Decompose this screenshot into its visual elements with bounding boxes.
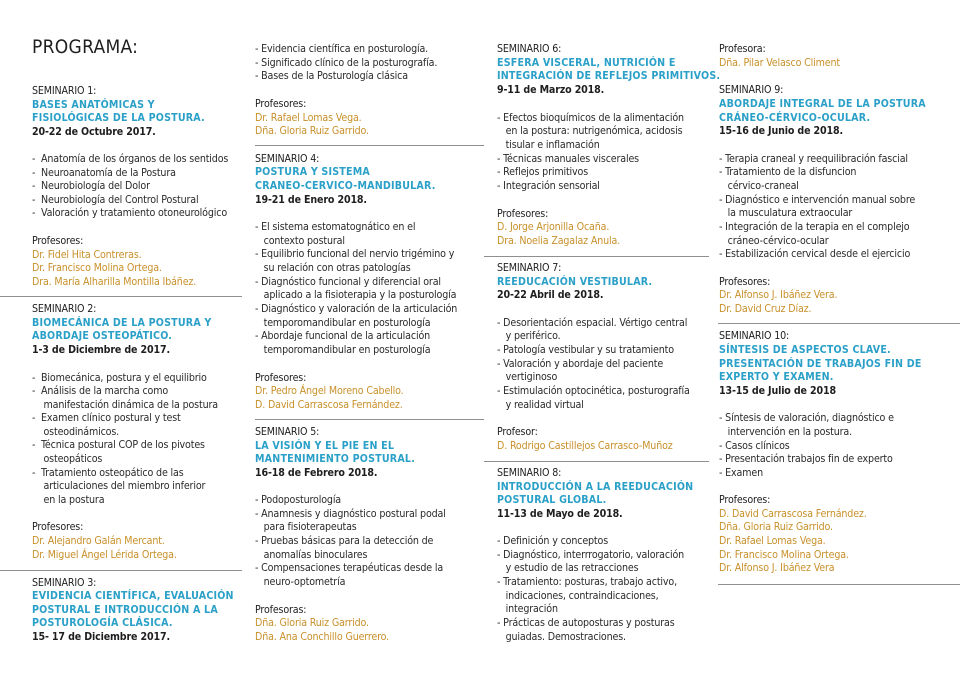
professors-label: Profesores: bbox=[32, 235, 84, 247]
list-item: - Anamnesis y diagnóstico postural podal bbox=[255, 508, 446, 520]
seminar-1-date: 20-22 de Octubre 2017. bbox=[32, 126, 156, 138]
seminar-7-title: REEDUCACIÓN VESTIBULAR. bbox=[497, 276, 653, 288]
list-item: intervención en la postura. bbox=[719, 426, 852, 438]
page-title: PROGRAMA: bbox=[32, 36, 139, 58]
list-item: - Neuroanatomía de la Postura bbox=[32, 167, 176, 179]
list-item: - Patología vestibular y su tratamiento bbox=[497, 344, 674, 356]
seminar-2-heading: SEMINARIO 2: bbox=[32, 303, 97, 315]
seminar-8-date: 11-13 de Mayo de 2018. bbox=[497, 508, 623, 520]
list-item: guiadas. Demostraciones. bbox=[497, 631, 626, 643]
seminar-4-date: 19-21 de Enero 2018. bbox=[255, 194, 367, 206]
seminar-1-title: FISIOLÓGICAS DE LA POSTURA. bbox=[32, 112, 205, 124]
list-item: - El sistema estomatognático en el bbox=[255, 221, 416, 233]
seminar-7-date: 20-22 Abril de 2018. bbox=[497, 289, 604, 301]
seminar-6-date: 9-11 de Marzo 2018. bbox=[497, 84, 605, 96]
list-item: vertiginoso bbox=[497, 371, 558, 383]
separator bbox=[484, 461, 709, 462]
list-item: articulaciones del miembro inferior bbox=[32, 480, 206, 492]
professor-name: Dña. Gloria Ruiz Garrido. bbox=[255, 125, 369, 137]
list-item: indicaciones, contraindicaciones, bbox=[497, 590, 659, 602]
list-item: - Integración sensorial bbox=[497, 180, 600, 192]
professors-label: Profesor: bbox=[497, 426, 538, 438]
list-item: temporomandibular en posturología bbox=[255, 317, 431, 329]
list-item: - Bases de la Posturología clásica bbox=[255, 70, 408, 82]
separator bbox=[255, 145, 484, 146]
seminar-9-title: ABORDAJE INTEGRAL DE LA POSTURA bbox=[719, 98, 926, 110]
list-item: temporomandibular en posturología bbox=[255, 344, 431, 356]
professor-name: Dr. Rafael Lomas Vega. bbox=[255, 112, 362, 124]
list-item: - Examen clínico postural y test bbox=[32, 412, 181, 424]
professor-name: Dr. Fidel Hita Contreras. bbox=[32, 249, 142, 261]
separator bbox=[718, 584, 960, 585]
separator bbox=[0, 570, 242, 571]
list-item: - Casos clínicos bbox=[719, 440, 790, 452]
list-item: osteodinámicos. bbox=[32, 426, 120, 438]
list-item: - Técnica postural COP de los pivotes bbox=[32, 439, 205, 451]
professor-name: Dña. Gloria Ruiz Garrido. bbox=[719, 521, 833, 533]
list-item: - Integración de la terapia en el complejo bbox=[719, 221, 910, 233]
seminar-6-title: INTEGRACIÓN DE REFLEJOS PRIMITIVOS. bbox=[497, 70, 721, 82]
professor-name: Dr. Miguel Ángel Lérida Ortega. bbox=[32, 549, 177, 561]
professor-name: D. David Carrascosa Fernández. bbox=[719, 508, 867, 520]
list-item: - Neurobiología del Control Postural bbox=[32, 194, 199, 206]
list-item: - Valoración y tratamiento otoneurológico bbox=[32, 207, 228, 219]
list-item: - Reflejos primitivos bbox=[497, 166, 589, 178]
seminar-4-title: CRANEO-CERVICO-MANDIBULAR. bbox=[255, 180, 436, 192]
seminar-3-date: 15- 17 de Diciembre 2017. bbox=[32, 631, 170, 643]
seminar-10-title: EXPERTO Y EXAMEN. bbox=[719, 371, 834, 383]
seminar-8-title: POSTURAL GLOBAL. bbox=[497, 494, 607, 506]
list-item: - Estabilización cervical desde el ejercicio bbox=[719, 248, 911, 260]
seminar-9-title: CRÁNEO-CÉRVICO-OCULAR. bbox=[719, 112, 871, 124]
professor-name: Dr. Rafael Lomas Vega. bbox=[719, 535, 826, 547]
professors-label: Profesoras: bbox=[255, 604, 307, 616]
seminar-6-title: ESFERA VISCERAL, NUTRICIÓN E bbox=[497, 57, 676, 69]
list-item: - Abordaje funcional de la articulación bbox=[255, 330, 431, 342]
separator bbox=[255, 419, 484, 420]
professor-name: Dña. Pilar Velasco Climent bbox=[719, 57, 840, 69]
professor-name: Dña. Ana Conchillo Guerrero. bbox=[255, 631, 390, 643]
list-item: - Diagnóstico, interrrogatorio, valoración bbox=[497, 549, 685, 561]
list-item: - Valoración y abordaje del paciente bbox=[497, 358, 664, 370]
list-item: - Examen bbox=[719, 467, 763, 479]
list-item: - Presentación trabajos fin de experto bbox=[719, 453, 893, 465]
list-item: tisular e inflamación bbox=[497, 139, 600, 151]
list-item: para fisioterapeutas bbox=[255, 521, 357, 533]
list-item: y realidad virtual bbox=[497, 399, 584, 411]
list-item: - Desorientación espacial. Vértigo central bbox=[497, 317, 688, 329]
list-item: cérvico-craneal bbox=[719, 180, 799, 192]
seminar-3-title: POSTURAL E INTRODUCCIÓN A LA bbox=[32, 604, 218, 616]
seminar-9-heading: SEMINARIO 9: bbox=[719, 84, 784, 96]
list-item: su relación con otras patologías bbox=[255, 262, 411, 274]
list-item: en la postura: nutrigenómica, acidosis bbox=[497, 125, 683, 137]
seminar-9-date: 15-16 de Junio de 2018. bbox=[719, 125, 843, 137]
professor-name: Dr. Alfonso J. Ibáñez Vera. bbox=[719, 289, 838, 301]
list-item: - Estimulación optocinética, posturografía bbox=[497, 385, 690, 397]
seminar-8-title: INTRODUCCIÓN A LA REEDUCACIÓN bbox=[497, 481, 694, 493]
list-item: manifestación dinámica de la postura bbox=[32, 399, 218, 411]
seminar-3-heading: SEMINARIO 3: bbox=[32, 577, 97, 589]
separator bbox=[484, 256, 709, 257]
list-item: - Anatomía de los órganos de los sentidos bbox=[32, 153, 229, 165]
professor-name: Dña. Gloria Ruiz Garrido. bbox=[255, 617, 369, 629]
list-item: - Síntesis de valoración, diagnóstico e bbox=[719, 412, 894, 424]
professor-name: D. David Carrascosa Fernández. bbox=[255, 399, 403, 411]
professor-name: Dr. Francisco Molina Ortega. bbox=[719, 549, 849, 561]
list-item: - Terapia craneal y reequilibración fascial bbox=[719, 153, 908, 165]
list-item: - Prácticas de autoposturas y posturas bbox=[497, 617, 675, 629]
seminar-7-heading: SEMINARIO 7: bbox=[497, 262, 562, 274]
list-item: - Efectos bioquímicos de la alimentación bbox=[497, 112, 684, 124]
professor-name: Dra. María Alharilla Montilla Ibáñez. bbox=[32, 276, 197, 288]
list-item: - Diagnóstico e intervención manual sobre bbox=[719, 194, 916, 206]
list-item: - Diagnóstico funcional y diferencial oral bbox=[255, 276, 441, 288]
list-item: - Biomecánica, postura y el equilibrio bbox=[32, 372, 207, 384]
list-item: aplicado a la fisioterapia y la posturología bbox=[255, 289, 457, 301]
professors-label: Profesores: bbox=[497, 208, 549, 220]
seminar-10-title: SÍNTESIS DE ASPECTOS CLAVE. bbox=[719, 344, 891, 356]
seminar-4-title: POSTURA Y SISTEMA bbox=[255, 166, 370, 178]
professors-label: Profesores: bbox=[719, 494, 771, 506]
seminar-10-date: 13-15 de Julio de 2018 bbox=[719, 385, 836, 397]
separator bbox=[718, 323, 960, 324]
seminar-1-title: BASES ANATÓMICAS Y bbox=[32, 99, 155, 111]
seminar-5-title: MANTENIMIENTO POSTURAL. bbox=[255, 453, 416, 465]
seminar-10-heading: SEMINARIO 10: bbox=[719, 330, 790, 342]
seminar-6-heading: SEMINARIO 6: bbox=[497, 43, 562, 55]
professor-name: D. Jorge Arjonilla Ocaña. bbox=[497, 221, 610, 233]
seminar-8-heading: SEMINARIO 8: bbox=[497, 467, 562, 479]
seminar-5-heading: SEMINARIO 5: bbox=[255, 426, 320, 438]
list-item: - Equilibrio funcional del nervio trigémino y bbox=[255, 248, 455, 260]
list-item: - Evidencia científica en posturología. bbox=[255, 43, 429, 55]
list-item: - Técnicas manuales viscerales bbox=[497, 153, 640, 165]
list-item: - Significado clínico de la posturografía. bbox=[255, 57, 438, 69]
seminar-5-title: LA VISIÓN Y EL PIE EN EL bbox=[255, 440, 395, 452]
list-item: neuro-optometría bbox=[255, 576, 346, 588]
seminar-10-title: PRESENTACIÓN DE TRABAJOS FIN DE bbox=[719, 358, 922, 370]
professors-label: Profesora: bbox=[719, 43, 766, 55]
list-item: contexto postural bbox=[255, 235, 345, 247]
seminar-5-date: 16-18 de Febrero 2018. bbox=[255, 467, 378, 479]
list-item: la musculatura extraocular bbox=[719, 207, 853, 219]
seminar-4-heading: SEMINARIO 4: bbox=[255, 153, 320, 165]
list-item: y estudio de las retracciones bbox=[497, 562, 639, 574]
list-item: anomalías binoculares bbox=[255, 549, 368, 561]
list-item: - Neurobiología del Dolor bbox=[32, 180, 150, 192]
list-item: - Análisis de la marcha como bbox=[32, 385, 169, 397]
list-item: - Podoposturología bbox=[255, 494, 342, 506]
professor-name: Dr. Alfonso J. Ibáñez Vera bbox=[719, 562, 835, 574]
list-item: osteopáticos bbox=[32, 453, 103, 465]
list-item: - Tratamiento de la disfuncion bbox=[719, 166, 857, 178]
professor-name: Dr. Pedro Ángel Moreno Cabello. bbox=[255, 385, 404, 397]
list-item: - Definición y conceptos bbox=[497, 535, 609, 547]
separator bbox=[0, 296, 242, 297]
professor-name: D. Rodrigo Castillejos Carrasco-Muñoz bbox=[497, 440, 673, 452]
professor-name: Dra. Noelia Zagalaz Anula. bbox=[497, 235, 621, 247]
list-item: - Tratamiento osteopático de las bbox=[32, 467, 184, 479]
list-item: cráneo-cérvico-ocular bbox=[719, 235, 829, 247]
professors-label: Profesores: bbox=[719, 276, 771, 288]
professor-name: Dr. Francisco Molina Ortega. bbox=[32, 262, 162, 274]
list-item: - Tratamiento: posturas, trabajo activo, bbox=[497, 576, 677, 588]
list-item: - Compensaciones terapéuticas desde la bbox=[255, 562, 444, 574]
list-item: integración bbox=[497, 603, 558, 615]
seminar-2-title: BIOMECÁNICA DE LA POSTURA Y bbox=[32, 317, 212, 329]
professor-name: Dr. Alejandro Galán Mercant. bbox=[32, 535, 165, 547]
seminar-2-date: 1-3 de Diciembre de 2017. bbox=[32, 344, 170, 356]
professor-name: Dr. David Cruz Díaz. bbox=[719, 303, 812, 315]
seminar-1-heading: SEMINARIO 1: bbox=[32, 85, 97, 97]
professors-label: Profesores: bbox=[255, 98, 307, 110]
seminar-3-title: POSTUROLOGÍA CLÁSICA. bbox=[32, 617, 173, 629]
seminar-2-title: ABORDAJE OSTEOPÁTICO. bbox=[32, 330, 173, 342]
list-item: - Pruebas básicas para la detección de bbox=[255, 535, 434, 547]
professors-label: Profesores: bbox=[255, 372, 307, 384]
professors-label: Profesores: bbox=[32, 521, 84, 533]
list-item: en la postura bbox=[32, 494, 105, 506]
list-item: - Diagnóstico y valoración de la articulación bbox=[255, 303, 458, 315]
seminar-3-title: EVIDENCIA CIENTÍFICA, EVALUACIÓN bbox=[32, 590, 234, 602]
list-item: y periférico. bbox=[497, 330, 561, 342]
